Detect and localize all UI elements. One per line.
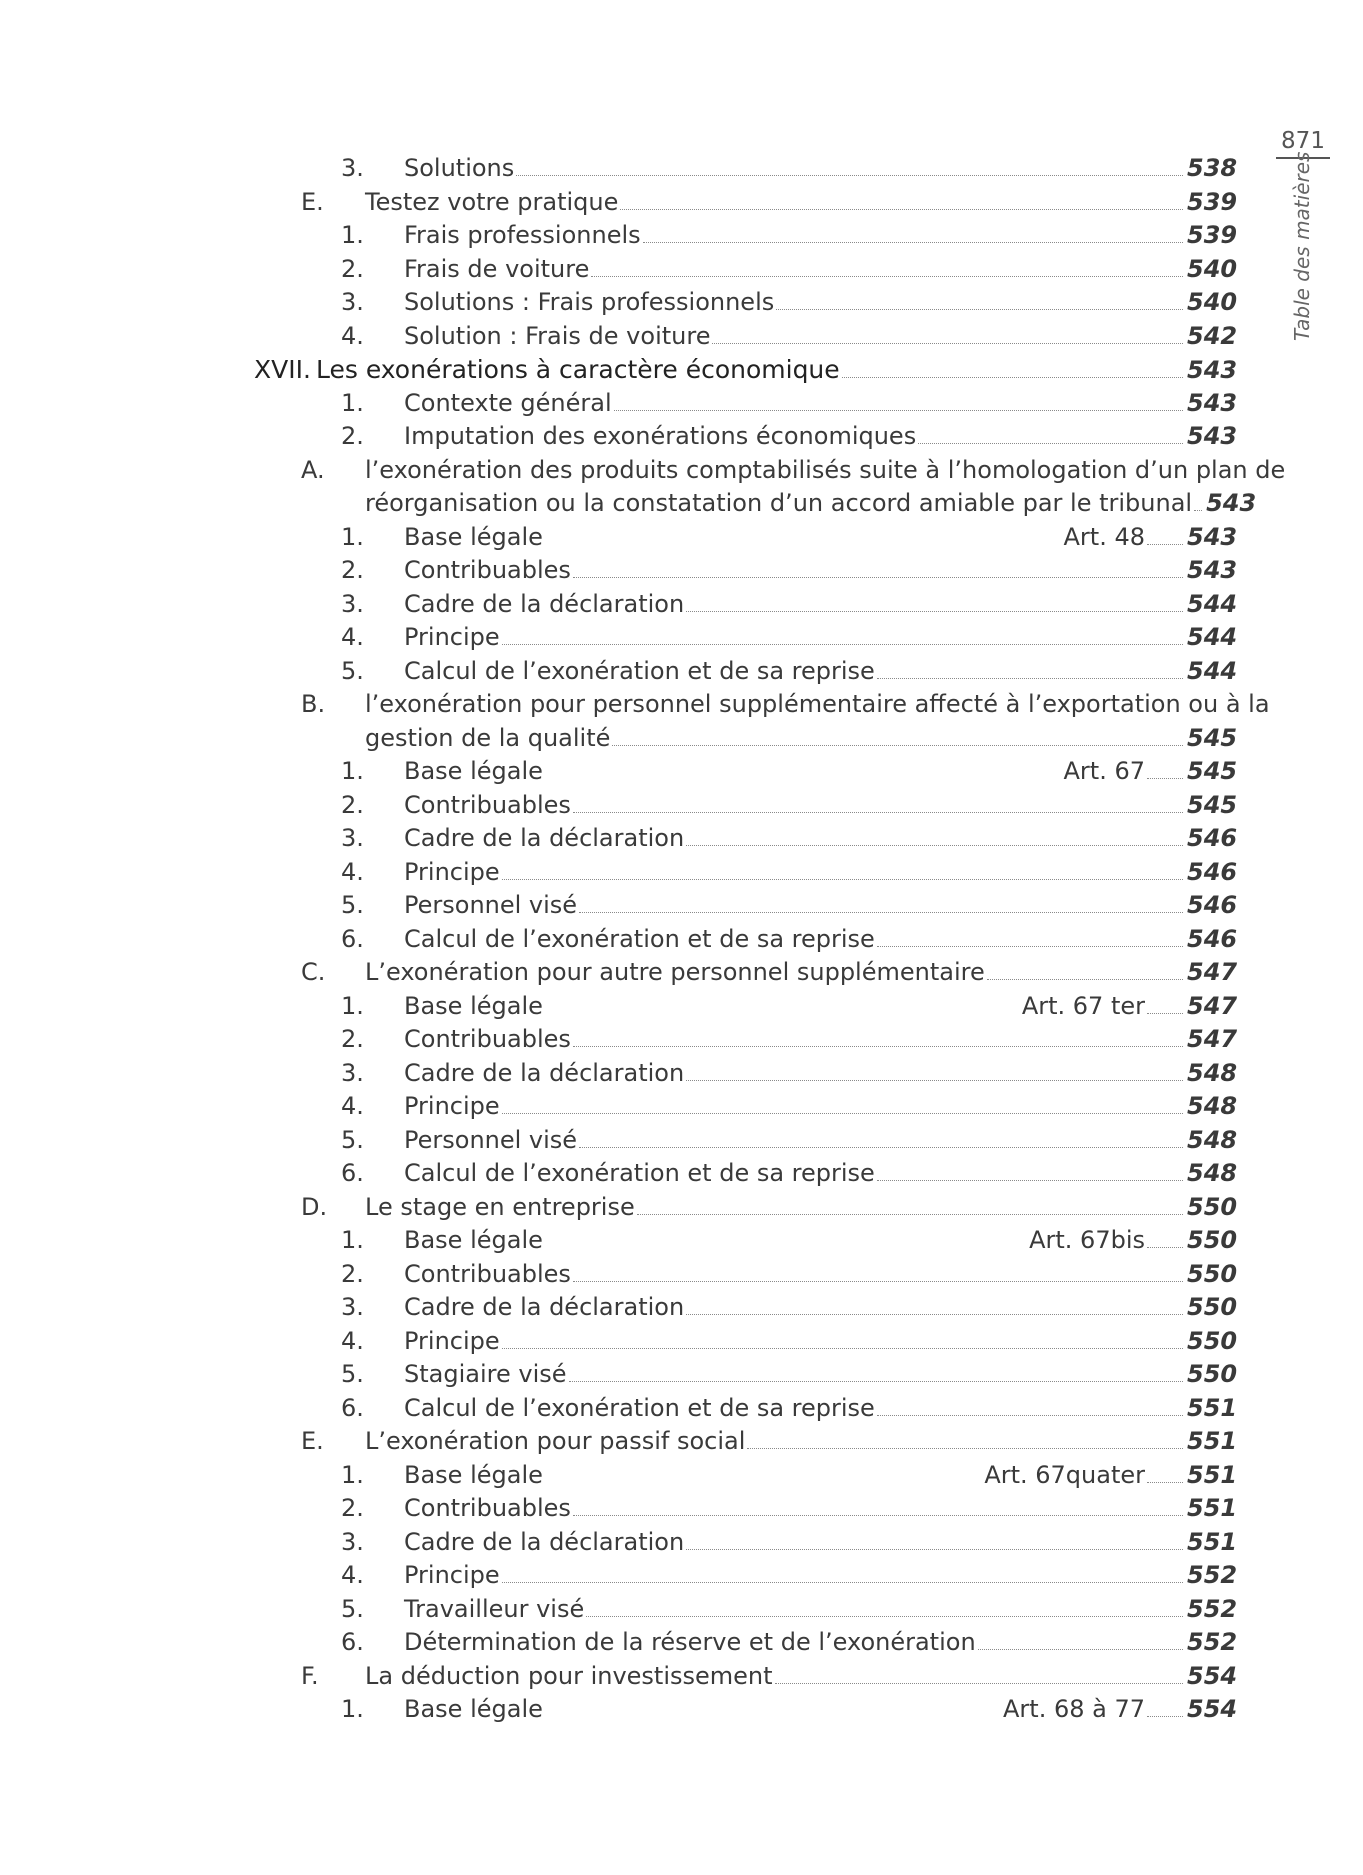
dot-leader <box>1194 510 1202 511</box>
dot-leader <box>591 276 1183 277</box>
dot-leader <box>573 1515 1183 1516</box>
toc-entry-number: 1. <box>341 1460 364 1489</box>
toc-entry-title: La déduction pour investissement <box>365 1661 773 1690</box>
dot-leader <box>686 611 1183 612</box>
toc-entry <box>0 1459 1363 1493</box>
toc-entry-number: 6. <box>341 1159 364 1187</box>
toc-entry-number: 6. <box>341 1393 364 1422</box>
toc-page-number: 543 <box>1187 422 1238 450</box>
toc-entry <box>0 320 1363 354</box>
toc-entry-title: Cadre de la déclaration <box>404 1527 685 1556</box>
toc-page-number: 546 <box>1187 924 1238 953</box>
toc-page-number: 543 <box>1187 522 1238 551</box>
toc-entry-number: 5. <box>341 1125 364 1154</box>
toc-entry-number: XVII. <box>254 355 311 384</box>
toc-entry-number: B. <box>301 690 326 718</box>
toc-entry-number: 1. <box>341 1695 364 1723</box>
toc-entry-number: 5. <box>341 1594 364 1623</box>
toc-entry-title: Stagiaire visé <box>404 1360 567 1388</box>
toc-entry <box>0 152 1363 186</box>
toc-entry-number: 1. <box>341 388 364 417</box>
toc-page-number: 548 <box>1187 1125 1238 1154</box>
toc-entry <box>0 1090 1363 1124</box>
article-reference: Art. 68 à 77 <box>1003 1695 1145 1723</box>
toc-page-number: 550 <box>1187 1259 1238 1288</box>
toc-entry-number: 4. <box>341 1561 364 1589</box>
toc-page-number: 544 <box>1187 623 1238 651</box>
toc-page-number: 542 <box>1187 321 1238 350</box>
toc-page-number: 540 <box>1187 254 1238 283</box>
toc-page-number: 547 <box>1187 991 1238 1020</box>
toc-entry-title: Personnel visé <box>404 1125 578 1154</box>
toc-entry <box>0 1157 1363 1191</box>
toc-entry-title: Cadre de la déclaration <box>404 1058 685 1087</box>
page-number: 871 <box>1276 128 1330 159</box>
toc-entry-number: 2. <box>341 556 364 584</box>
dot-leader <box>987 979 1183 980</box>
toc-entry-title: Calcul de l’exonération et de sa reprise <box>404 656 875 685</box>
toc-entry-number: 1. <box>341 522 364 551</box>
toc-page-number: 548 <box>1187 1092 1238 1120</box>
toc-entry <box>0 1626 1363 1660</box>
toc-entry <box>0 353 1363 387</box>
toc-entry <box>0 822 1363 856</box>
toc-entry-number: 2. <box>341 1494 364 1522</box>
dot-leader <box>620 209 1183 210</box>
dot-leader <box>747 1448 1183 1449</box>
toc-page-number: 548 <box>1187 1159 1238 1187</box>
toc-page-number: 544 <box>1187 589 1238 618</box>
toc-entry-title: Solutions : Frais professionnels <box>404 288 775 316</box>
dot-leader <box>569 1381 1183 1382</box>
toc-entry-number: 3. <box>341 1293 364 1321</box>
toc-entry-number: 1. <box>341 221 364 249</box>
dot-leader <box>502 879 1183 880</box>
toc-entry <box>0 1526 1363 1560</box>
toc-entry-title: Solutions <box>404 154 515 182</box>
toc-entry <box>0 1224 1363 1258</box>
toc-entry-title: Testez votre pratique <box>365 187 619 216</box>
toc-entry <box>0 1593 1363 1627</box>
toc-entry-number: 3. <box>341 1527 364 1556</box>
toc-entry-number: 4. <box>341 321 364 350</box>
toc-page-number: 554 <box>1187 1661 1238 1690</box>
article-reference: Art. 67 ter <box>1021 991 1145 1020</box>
toc-entry-number: 2. <box>341 790 364 819</box>
toc-entry <box>0 1358 1363 1392</box>
toc-page-number: 550 <box>1187 1326 1238 1355</box>
dot-leader <box>502 1348 1183 1349</box>
dot-leader <box>686 1080 1183 1081</box>
toc-entry-title: Principe <box>404 1561 500 1589</box>
toc-entry-title: Contexte général <box>404 388 612 417</box>
toc-page-number: 551 <box>1187 1460 1238 1489</box>
dot-leader <box>877 678 1183 679</box>
toc-entry-number: 5. <box>341 1360 364 1388</box>
toc-entry-title: Calcul de l’exonération et de sa reprise <box>404 1159 875 1187</box>
toc-page-number: 543 <box>1206 489 1257 517</box>
toc-entry-title: Le stage en entreprise <box>365 1192 635 1221</box>
toc-entry <box>0 286 1363 320</box>
toc-page-number: 544 <box>1187 656 1238 685</box>
dot-leader <box>502 1113 1183 1114</box>
toc-entry-title: Travailleur visé <box>404 1594 585 1623</box>
toc-page-number: 554 <box>1187 1695 1238 1723</box>
toc-entry <box>0 253 1363 287</box>
toc-entry-title: Cadre de la déclaration <box>404 824 685 852</box>
toc-entry <box>0 1392 1363 1426</box>
toc-entry-number: 1. <box>341 1226 364 1254</box>
toc-entry-title: L’exonération pour autre personnel supplémentaire <box>365 958 985 986</box>
toc-entry-title: L’exonération pour passif social <box>365 1427 746 1455</box>
toc-entry <box>0 1559 1363 1593</box>
toc-entry-title: Contribuables <box>404 556 571 584</box>
toc-entry-title: Cadre de la déclaration <box>404 1293 685 1321</box>
dot-leader <box>978 1649 1183 1650</box>
toc-entry-title: Base légale <box>404 757 543 785</box>
toc-entry <box>0 1258 1363 1292</box>
toc-page-number: 551 <box>1187 1494 1238 1522</box>
toc-page-number: 548 <box>1187 1058 1238 1087</box>
dot-leader <box>1147 1716 1183 1717</box>
dot-leader <box>502 1582 1183 1583</box>
toc-entry-number: 3. <box>341 288 364 316</box>
toc-page-number: 540 <box>1187 288 1238 316</box>
dot-leader <box>877 946 1183 947</box>
dot-leader <box>776 309 1183 310</box>
toc-entry-title: Contribuables <box>404 1259 571 1288</box>
toc-entry-number: 1. <box>341 991 364 1020</box>
toc-entry-number: E. <box>301 1427 324 1455</box>
toc-entry-title: Principe <box>404 1092 500 1120</box>
running-section-title: Table des matières <box>1290 152 1314 342</box>
dot-leader <box>502 644 1183 645</box>
dot-leader <box>877 1180 1183 1181</box>
dot-leader <box>612 745 1183 746</box>
toc-page-number: 539 <box>1187 221 1238 249</box>
toc-page-number: 552 <box>1187 1561 1238 1589</box>
toc-entry <box>0 420 1363 454</box>
dot-leader <box>686 845 1183 846</box>
toc-entry <box>0 856 1363 890</box>
toc-entry-number: 4. <box>341 1326 364 1355</box>
toc-page-number: 551 <box>1187 1427 1238 1455</box>
article-reference: Art. 48 <box>1063 522 1145 551</box>
toc-page-number: 543 <box>1187 388 1238 417</box>
toc-entry-title: Base légale <box>404 991 543 1020</box>
dot-leader <box>918 443 1183 444</box>
toc-page-number: 538 <box>1187 154 1238 182</box>
toc-entry <box>0 1325 1363 1359</box>
toc-page-number: 545 <box>1187 723 1238 752</box>
toc-entry-title: Principe <box>404 857 500 886</box>
toc-entry-number: 5. <box>341 656 364 685</box>
toc-entry-number: A. <box>301 455 325 484</box>
toc-entry-number: 3. <box>341 589 364 618</box>
toc-entry <box>0 219 1363 253</box>
dot-leader <box>842 377 1183 378</box>
toc-entry-title: Principe <box>404 1326 500 1355</box>
dot-leader <box>712 343 1183 344</box>
article-reference: Art. 67quater <box>984 1460 1145 1489</box>
toc-entry-number: E. <box>301 187 324 216</box>
toc-entry-number: 3. <box>341 154 364 182</box>
dot-leader <box>573 1281 1183 1282</box>
toc-entry-title: Principe <box>404 623 500 651</box>
dot-leader <box>637 1214 1183 1215</box>
toc-entry <box>0 1124 1363 1158</box>
toc-entry <box>0 990 1363 1024</box>
toc-entry-title: Les exonérations à caractère économique <box>316 355 840 384</box>
dot-leader <box>877 1415 1183 1416</box>
toc-page-number: 546 <box>1187 824 1238 852</box>
toc-entry <box>0 1057 1363 1091</box>
toc-entry-title: Personnel visé <box>404 891 578 919</box>
toc-entry-number: 6. <box>341 924 364 953</box>
toc-entry <box>0 554 1363 588</box>
toc-entry-number: 3. <box>341 1058 364 1087</box>
toc-entry-number: 6. <box>341 1628 364 1656</box>
dot-leader <box>516 175 1183 176</box>
dot-leader <box>573 1046 1183 1047</box>
toc-entry-title: Base légale <box>404 1226 543 1254</box>
toc-entry <box>0 1693 1363 1727</box>
toc-page-number: 547 <box>1187 958 1238 986</box>
toc-entry-title: Contribuables <box>404 790 571 819</box>
toc-entry-title: Cadre de la déclaration <box>404 589 685 618</box>
toc-entry-title: Base légale <box>404 1695 543 1723</box>
toc-entry-title: Contribuables <box>404 1025 571 1053</box>
toc-page-number: 543 <box>1187 556 1238 584</box>
toc-entry-number: 2. <box>341 254 364 283</box>
dot-leader <box>775 1683 1183 1684</box>
toc-entry <box>0 923 1363 957</box>
toc-entry-number: 5. <box>341 891 364 919</box>
dot-leader <box>1147 1247 1183 1248</box>
toc-entry-title: Contribuables <box>404 1494 571 1522</box>
dot-leader <box>614 410 1183 411</box>
dot-leader <box>1147 1482 1183 1483</box>
toc-entry <box>0 1425 1363 1459</box>
toc-entry <box>0 521 1363 555</box>
dot-leader <box>1147 1013 1183 1014</box>
toc-entry <box>0 789 1363 823</box>
toc-entry <box>0 655 1363 689</box>
toc-entry-title-line1: l’exonération des produits comptabilisés suite à l’homologation d’un plan de <box>365 455 1286 484</box>
toc-entry <box>0 1023 1363 1057</box>
dot-leader <box>1147 778 1183 779</box>
toc-entry-title: Base légale <box>404 522 543 551</box>
toc-page-number: 550 <box>1187 1192 1238 1221</box>
toc-entry-title-line1: l’exonération pour personnel supplémentaire affecté à l’exportation ou à la <box>365 690 1270 718</box>
toc-entry-number: D. <box>301 1192 328 1221</box>
toc-entry-title: Frais professionnels <box>404 221 641 249</box>
toc-page-number: 551 <box>1187 1527 1238 1556</box>
toc-entry-title: Calcul de l’exonération et de sa reprise <box>404 1393 875 1422</box>
toc-entry-number: 2. <box>341 422 364 450</box>
toc-page-number: 546 <box>1187 857 1238 886</box>
toc-page-number: 547 <box>1187 1025 1238 1053</box>
toc-entry <box>0 956 1363 990</box>
toc-entry <box>0 454 1363 521</box>
toc-entry-title: Calcul de l’exonération et de sa reprise <box>404 924 875 953</box>
toc-entry-number: 1. <box>341 757 364 785</box>
toc-entry <box>0 688 1363 755</box>
article-reference: Art. 67 <box>1063 757 1145 785</box>
dot-leader <box>1147 544 1183 545</box>
toc-entry <box>0 387 1363 421</box>
toc-page-number: 552 <box>1187 1594 1238 1623</box>
dot-leader <box>579 1147 1183 1148</box>
table-of-contents <box>0 152 1363 1727</box>
toc-page-number: 552 <box>1187 1628 1238 1656</box>
toc-page-number: 550 <box>1187 1293 1238 1321</box>
toc-entry-title: gestion de la qualité <box>365 723 611 752</box>
toc-entry <box>0 621 1363 655</box>
dot-leader <box>686 1549 1183 1550</box>
toc-entry-title: Imputation des exonérations économiques <box>404 422 917 450</box>
dot-leader <box>686 1314 1183 1315</box>
toc-entry-number: 2. <box>341 1259 364 1288</box>
toc-entry <box>0 1191 1363 1225</box>
toc-page-number: 545 <box>1187 790 1238 819</box>
article-reference: Art. 67bis <box>1029 1226 1145 1254</box>
toc-entry-number: 4. <box>341 1092 364 1120</box>
dot-leader <box>643 242 1183 243</box>
toc-page-number: 546 <box>1187 891 1238 919</box>
toc-entry <box>0 755 1363 789</box>
toc-entry <box>0 1660 1363 1694</box>
dot-leader <box>586 1616 1183 1617</box>
dot-leader <box>579 912 1183 913</box>
toc-entry-title: Base légale <box>404 1460 543 1489</box>
toc-entry <box>0 186 1363 220</box>
toc-page-number: 543 <box>1187 356 1238 384</box>
toc-page-number: 539 <box>1187 187 1238 216</box>
toc-entry <box>0 889 1363 923</box>
toc-entry-number: F. <box>301 1661 319 1690</box>
toc-page-number: 545 <box>1187 757 1238 785</box>
toc-entry-number: C. <box>301 958 326 986</box>
toc-entry <box>0 1492 1363 1526</box>
toc-entry-number: 3. <box>341 824 364 852</box>
toc-entry-title: Frais de voiture <box>404 254 590 283</box>
toc-page-number: 550 <box>1187 1360 1238 1388</box>
toc-page-number: 550 <box>1187 1226 1238 1254</box>
toc-entry <box>0 588 1363 622</box>
toc-entry-number: 4. <box>341 623 364 651</box>
toc-entry-number: 4. <box>341 857 364 886</box>
toc-entry-title: Solution : Frais de voiture <box>404 321 711 350</box>
toc-entry-number: 2. <box>341 1025 364 1053</box>
dot-leader <box>573 812 1183 813</box>
toc-page-number: 551 <box>1187 1393 1238 1422</box>
toc-entry-title: réorganisation ou la constatation d’un accord amiable par le tribunal <box>365 489 1193 517</box>
dot-leader <box>573 577 1183 578</box>
toc-entry-title: Détermination de la réserve et de l’exonération <box>404 1628 976 1656</box>
toc-entry <box>0 1291 1363 1325</box>
